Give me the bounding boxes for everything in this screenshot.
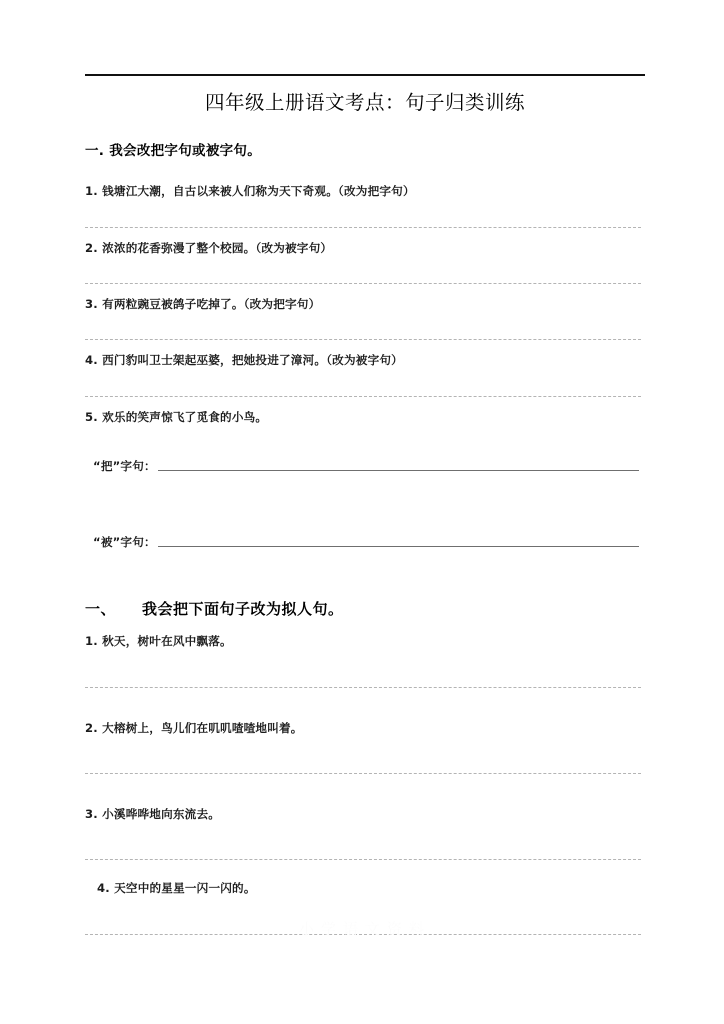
question-1-3: 3. 有两粒豌豆被鸽子吃掉了。（改为把字句） [85, 297, 321, 312]
ba-sentence-label: “把”字句： [93, 459, 156, 474]
question-2-2: 2. 大榕树上，鸟儿们在叽叽喳喳地叫着。 [85, 720, 303, 735]
section-2-heading-text: 我会把下面句子改为拟人句。 [142, 600, 344, 619]
section-2-number: 一、 [85, 600, 117, 619]
question-1-5: 5. 欢乐的笑声惊飞了觅食的小鸟。 [85, 409, 268, 424]
question-1-2: 2. 浓浓的花香弥漫了整个校园。（改为被字句） [85, 240, 333, 255]
ba-sentence-blank[interactable] [85, 458, 645, 474]
ba-sentence-rule[interactable] [158, 470, 639, 471]
page-title: 四年级上册语文考点：句子归类训练 [204, 91, 525, 114]
page-content [85, 0, 645, 935]
section-1-heading: 一. 我会改把字句或被字句。 [85, 143, 262, 160]
answer-blank-2-4[interactable] [85, 934, 641, 935]
question-2-1: 1. 秋天，树叶在风中飘落。 [85, 634, 232, 649]
bei-sentence-blank[interactable] [85, 534, 645, 550]
header-divider [85, 74, 645, 76]
question-1-4: 4. 西门豹叫卫士架起巫婆，把她投进了漳河。（改为被字句） [85, 353, 403, 368]
question-2-4: 4. 天空中的星星一闪一闪的。 [97, 881, 256, 896]
page-watermark: 小学语文资料 [298, 920, 431, 938]
bei-sentence-label: “被”字句： [93, 535, 156, 550]
bei-sentence-rule[interactable] [158, 546, 639, 547]
question-2-3: 3. 小溪哗哗地向东流去。 [85, 807, 221, 822]
question-1-1: 1. 钱塘江大潮，自古以来被人们称为天下奇观。（改为把字句） [85, 184, 415, 199]
section-2-heading [85, 598, 645, 619]
